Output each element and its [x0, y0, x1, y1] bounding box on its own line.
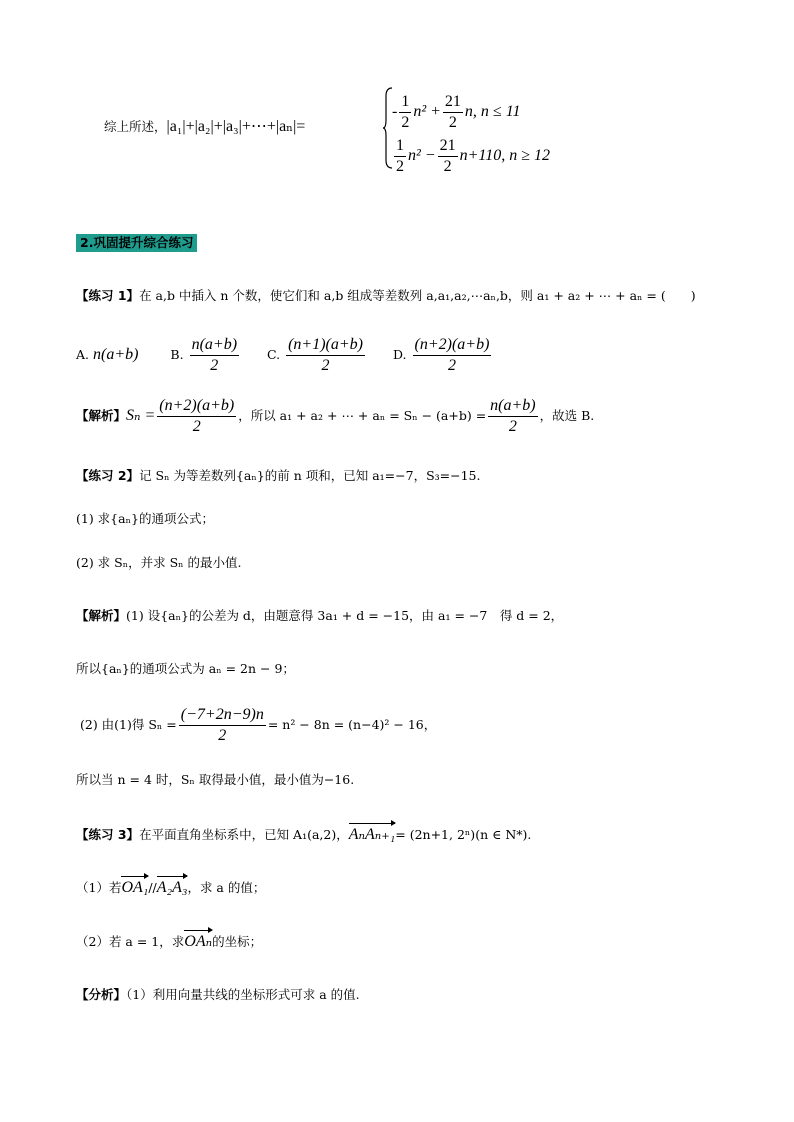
exercise-1: 【练习 1】在 a,b 中插入 n 个数，使它们和 a,b 组成等差数列 a,a₁,a₂,⋯aₙ,b，则 a₁ + a₂ + ⋯ + aₙ = ( ): [76, 288, 696, 303]
exercise-3: 【练习 3】在平面直角坐标系中，已知 A₁(a,2)，AₙAₙ₊₁= (2n+1, 2ⁿ)(n ∈ N*).: [76, 826, 532, 843]
analysis: 【分析】（1）利用向量共线的坐标形式可求 a 的值.: [76, 987, 360, 1002]
exercise-1-options: [76, 335, 493, 376]
solution-2-line-2: 所以{aₙ}的通项公式为 aₙ = 2n − 9；: [76, 661, 295, 676]
solution-2-line-4: 所以当 n = 4 时，Sₙ 取得最小值，最小值为−16.: [76, 772, 355, 787]
exercise-2: 【练习 2】记 Sₙ 为等差数列{aₙ}的前 n 项和，已知 a₁=−7，S₃=−15.: [76, 468, 481, 483]
exercise-2-q1: (1) 求{aₙ}的通项公式；: [76, 511, 214, 526]
summary-case-2: $\frac{1}{2}$ n² − $\frac{21}{2}$ n+110, n ≥ 12: [396, 137, 550, 175]
exercise-3-q2: （2）若 a = 1，求OAₙ的坐标；: [76, 933, 263, 950]
option-c: C. $\frac{(n+1)(a+b)}{2}$: [267, 336, 363, 374]
summary-prefix: 综上所述，|a₁|+|a₂|+|a₃|+⋯+|aₙ|=: [104, 118, 306, 135]
solution-1: 【解析】Sₙ = $\frac{(n+2)(a+b)}{2}$ ，所以 a₁ + a₂ + ⋯ + aₙ = Sₙ − (a+b) = $\frac{n(a+b)}{2}$ ，故选 B.: [76, 397, 595, 435]
section-title: 2.巩固提升综合练习: [76, 234, 197, 252]
option-a: A. n(a+b): [76, 346, 139, 363]
exercise-2-q2: (2) 求 Sₙ，并求 Sₙ 的最小值.: [76, 555, 242, 570]
solution-2-line-1: 【解析】(1) 设{aₙ}的公差为 d，由题意得 3a₁ + d = −15，由 a₁ = −7 得 d = 2，: [76, 608, 564, 623]
summary-case-1: - $\frac{1}{2}$ n² + $\frac{21}{2}$ n, n ≤ 11: [392, 93, 521, 131]
solution-2-line-3: (2) 由(1)得 Sₙ = $\frac{(-7+2n-9)n}{2}$ = n² − 8n = (n−4)² − 16，: [80, 706, 437, 744]
option-d: D. $\frac{(n+2)(a+b)}{2}$: [392, 336, 490, 374]
exercise-3-q1: （1）若OA₁//A₂A₃，求 a 的值；: [76, 879, 266, 896]
option-b: B. $\frac{n(a+b)}{2}$: [170, 336, 238, 374]
